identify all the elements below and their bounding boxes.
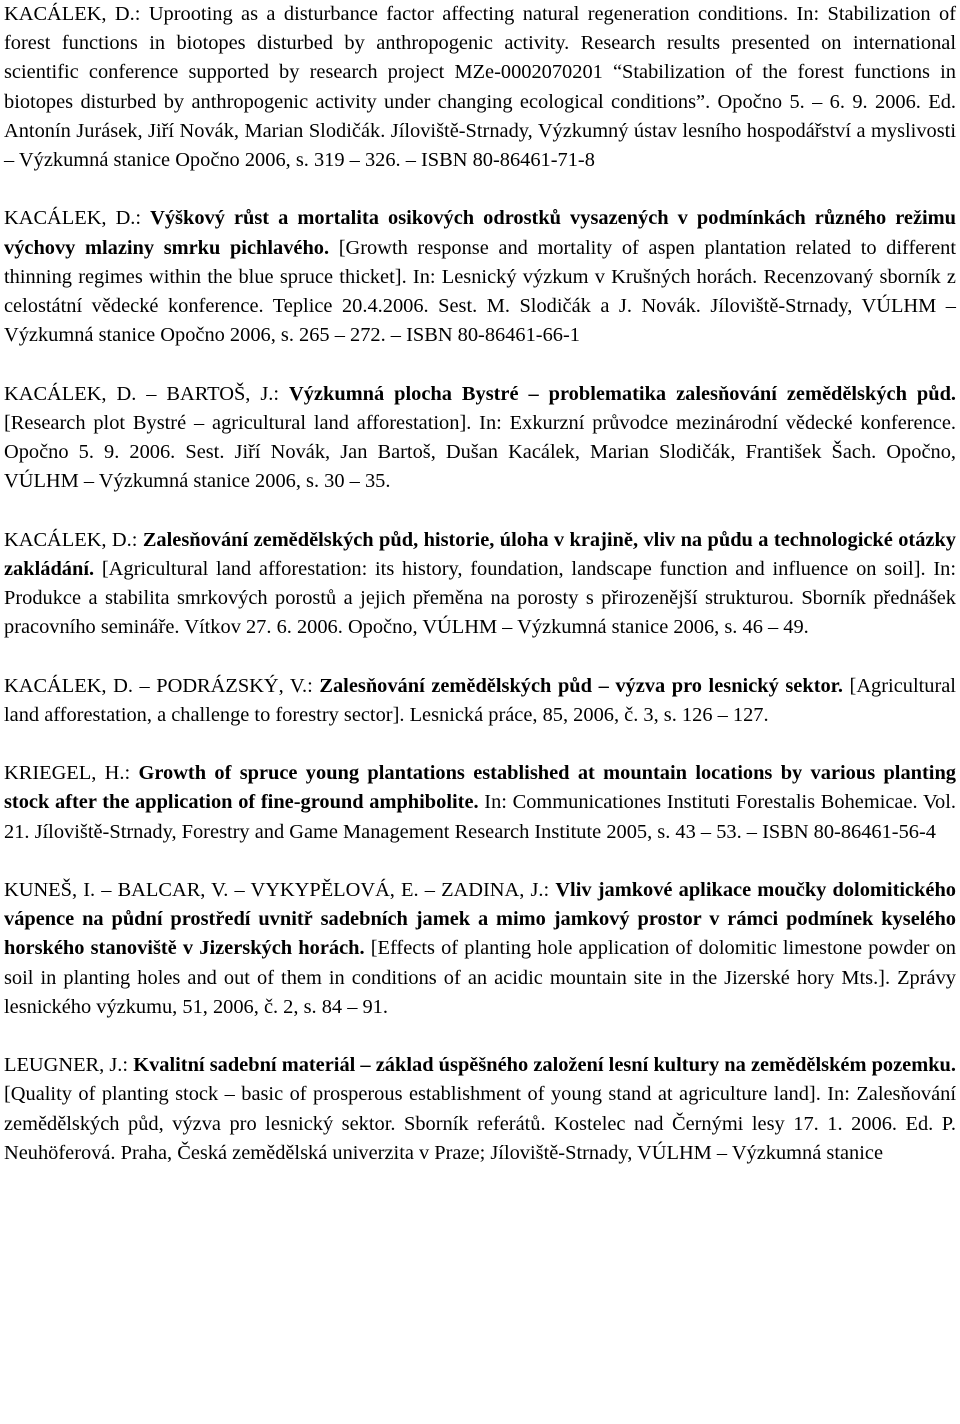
reference-title: Zalesňování zemědělských půd – výzva pro lesnický sektor.	[319, 674, 843, 697]
reference-authors: KACÁLEK, D. – PODRÁZSKÝ, V.:	[4, 674, 320, 697]
reference-entry	[4, 204, 956, 350]
reference-details: [Quality of planting stock – basic of prosperous establishment of young stand at agriculture land]. In: Zalesňování zemědělských půd, výzva pro lesnický sektor. Sborník referátů. Kostelec nad Černými lesy 17. 1. 2006. Ed. P. Neuhöferová. Praha, Česká zemědělská univerzita v Praze; Jíloviště-Strnady, VÚLHM – Výzkumná stanice	[4, 1083, 956, 1164]
reference-authors: KACÁLEK, D.:	[4, 528, 143, 551]
reference-authors: KACÁLEK, D.:	[4, 3, 149, 25]
reference-entry	[4, 759, 956, 847]
reference-details: In: Communicationes Instituti Forestalis Bohemicae. Vol. 21. Jíloviště-Strnady, Forestry and Game Management Research Institute 2005, s. 43 – 53. – ISBN 80-86461-56-4	[4, 791, 956, 843]
reference-title: Uprooting as a disturbance factor affecting natural regeneration conditions.	[148, 3, 789, 25]
reference-entry	[4, 380, 956, 497]
reference-title: Growth of spruce young plantations established at mountain locations by various planting stock after the application of fine-ground amphibolite.	[4, 762, 956, 814]
reference-details: [Agricultural land afforestation, a challenge to forestry sector]. Lesnická práce, 85, 2006, č. 3, s. 126 – 127.	[4, 674, 956, 726]
reference-authors: KACÁLEK, D. – BARTOŠ, J.:	[4, 382, 290, 405]
reference-authors: LEUGNER, J.:	[4, 1054, 134, 1077]
reference-entry	[4, 672, 956, 730]
reference-details: [Research plot Bystré – agricultural land afforestation]. In: Exkurzní průvodce mezinárodní vědecké konference. Opočno 5. 9. 2006. Sest. Jiří Novák, Jan Bartoš, Dušan Kacálek, Marian Slodičák, František Šach. Opočno, VÚLHM – Výzkumná stanice 2006, s. 30 – 35.	[4, 411, 956, 493]
reference-details: [Agricultural land afforestation: its history, foundation, landscape function and influence on soil]. In: Produkce a stabilita smrkových porostů a jejich přeměna na porosty s přirozenější strukturou. Sborník přednášek pracovního semináře. Vítkov 27. 6. 2006. Opočno, VÚLHM – Výzkumná stanice 2006, s. 46 – 49.	[4, 557, 956, 639]
reference-entry	[4, 526, 956, 643]
reference-details: In: Stabilization of forest functions in biotopes disturbed by anthropogenic activity. Research results presented on international scientific conference supported by research project MZe-0002070201 “Stabilization of the forest functions in biotopes disturbed by anthropogenic activity under changing ecological conditions”. Opočno 5. – 6. 9. 2006. Ed. Antonín Jurásek, Jiří Novák, Marian Slodičák. Jíloviště-Strnady, Výzkumný ústav lesního hospodářství a myslivosti – Výzkumná stanice Opočno 2006, s. 319 – 326. – ISBN 80-86461-71-8	[4, 3, 956, 172]
reference-details: [Effects of planting hole application of dolomitic limestone powder on soil in planting holes and out of them in conditions of an acidic mountain site in the Jizerské hory Mts.]. Zprávy lesnického výzkumu, 51, 2006, č. 2, s. 84 – 91.	[4, 937, 956, 1018]
reference-title: Výškový růst a mortalita osikových odrostků vysazených v podmínkách různého režimu výchovy mlaziny smrku pichlavého.	[4, 207, 956, 259]
reference-entry	[4, 876, 956, 1022]
reference-title: Zalesňování zemědělských půd, historie, úloha v krajině, vliv na půdu a technologické otázky zakládání.	[4, 528, 956, 580]
reference-authors: KACÁLEK, D.:	[4, 207, 151, 230]
reference-authors: KUNEŠ, I. – BALCAR, V. – VYKYPĚLOVÁ, E. – ZADINA, J.:	[4, 879, 556, 901]
reference-details: [Growth response and mortality of aspen plantation related to different thinning regimes within the blue spruce thicket]. In: Lesnický výzkum v Krušných horách. Recenzovaný sborník z celostátní vědecké konference. Teplice 20.4.2006. Sest. M. Slodičák a J. Novák. Jíloviště-Strnady, VÚLHM – Výzkumná stanice Opočno 2006, s. 265 – 272. – ISBN 80-86461-66-1	[4, 236, 957, 347]
bibliography-list	[4, 0, 956, 1197]
reference-entry	[4, 1051, 956, 1168]
reference-title: Vliv jamkové aplikace moučky dolomitického vápence na půdní prostředí uvnitř sadebních jamek a mimo jamkový prostor v rámci podmínek kyselého horského stanoviště v Jizerských horách.	[4, 879, 956, 960]
reference-title: Kvalitní sadební materiál – základ úspěšného založení lesní kultury na zemědělském pozemku.	[133, 1054, 956, 1077]
reference-authors: KRIEGEL, H.:	[4, 762, 139, 785]
reference-entry	[4, 0, 956, 175]
reference-title: Výzkumná plocha Bystré – problematika zalesňování zemědělských půd.	[289, 382, 957, 405]
